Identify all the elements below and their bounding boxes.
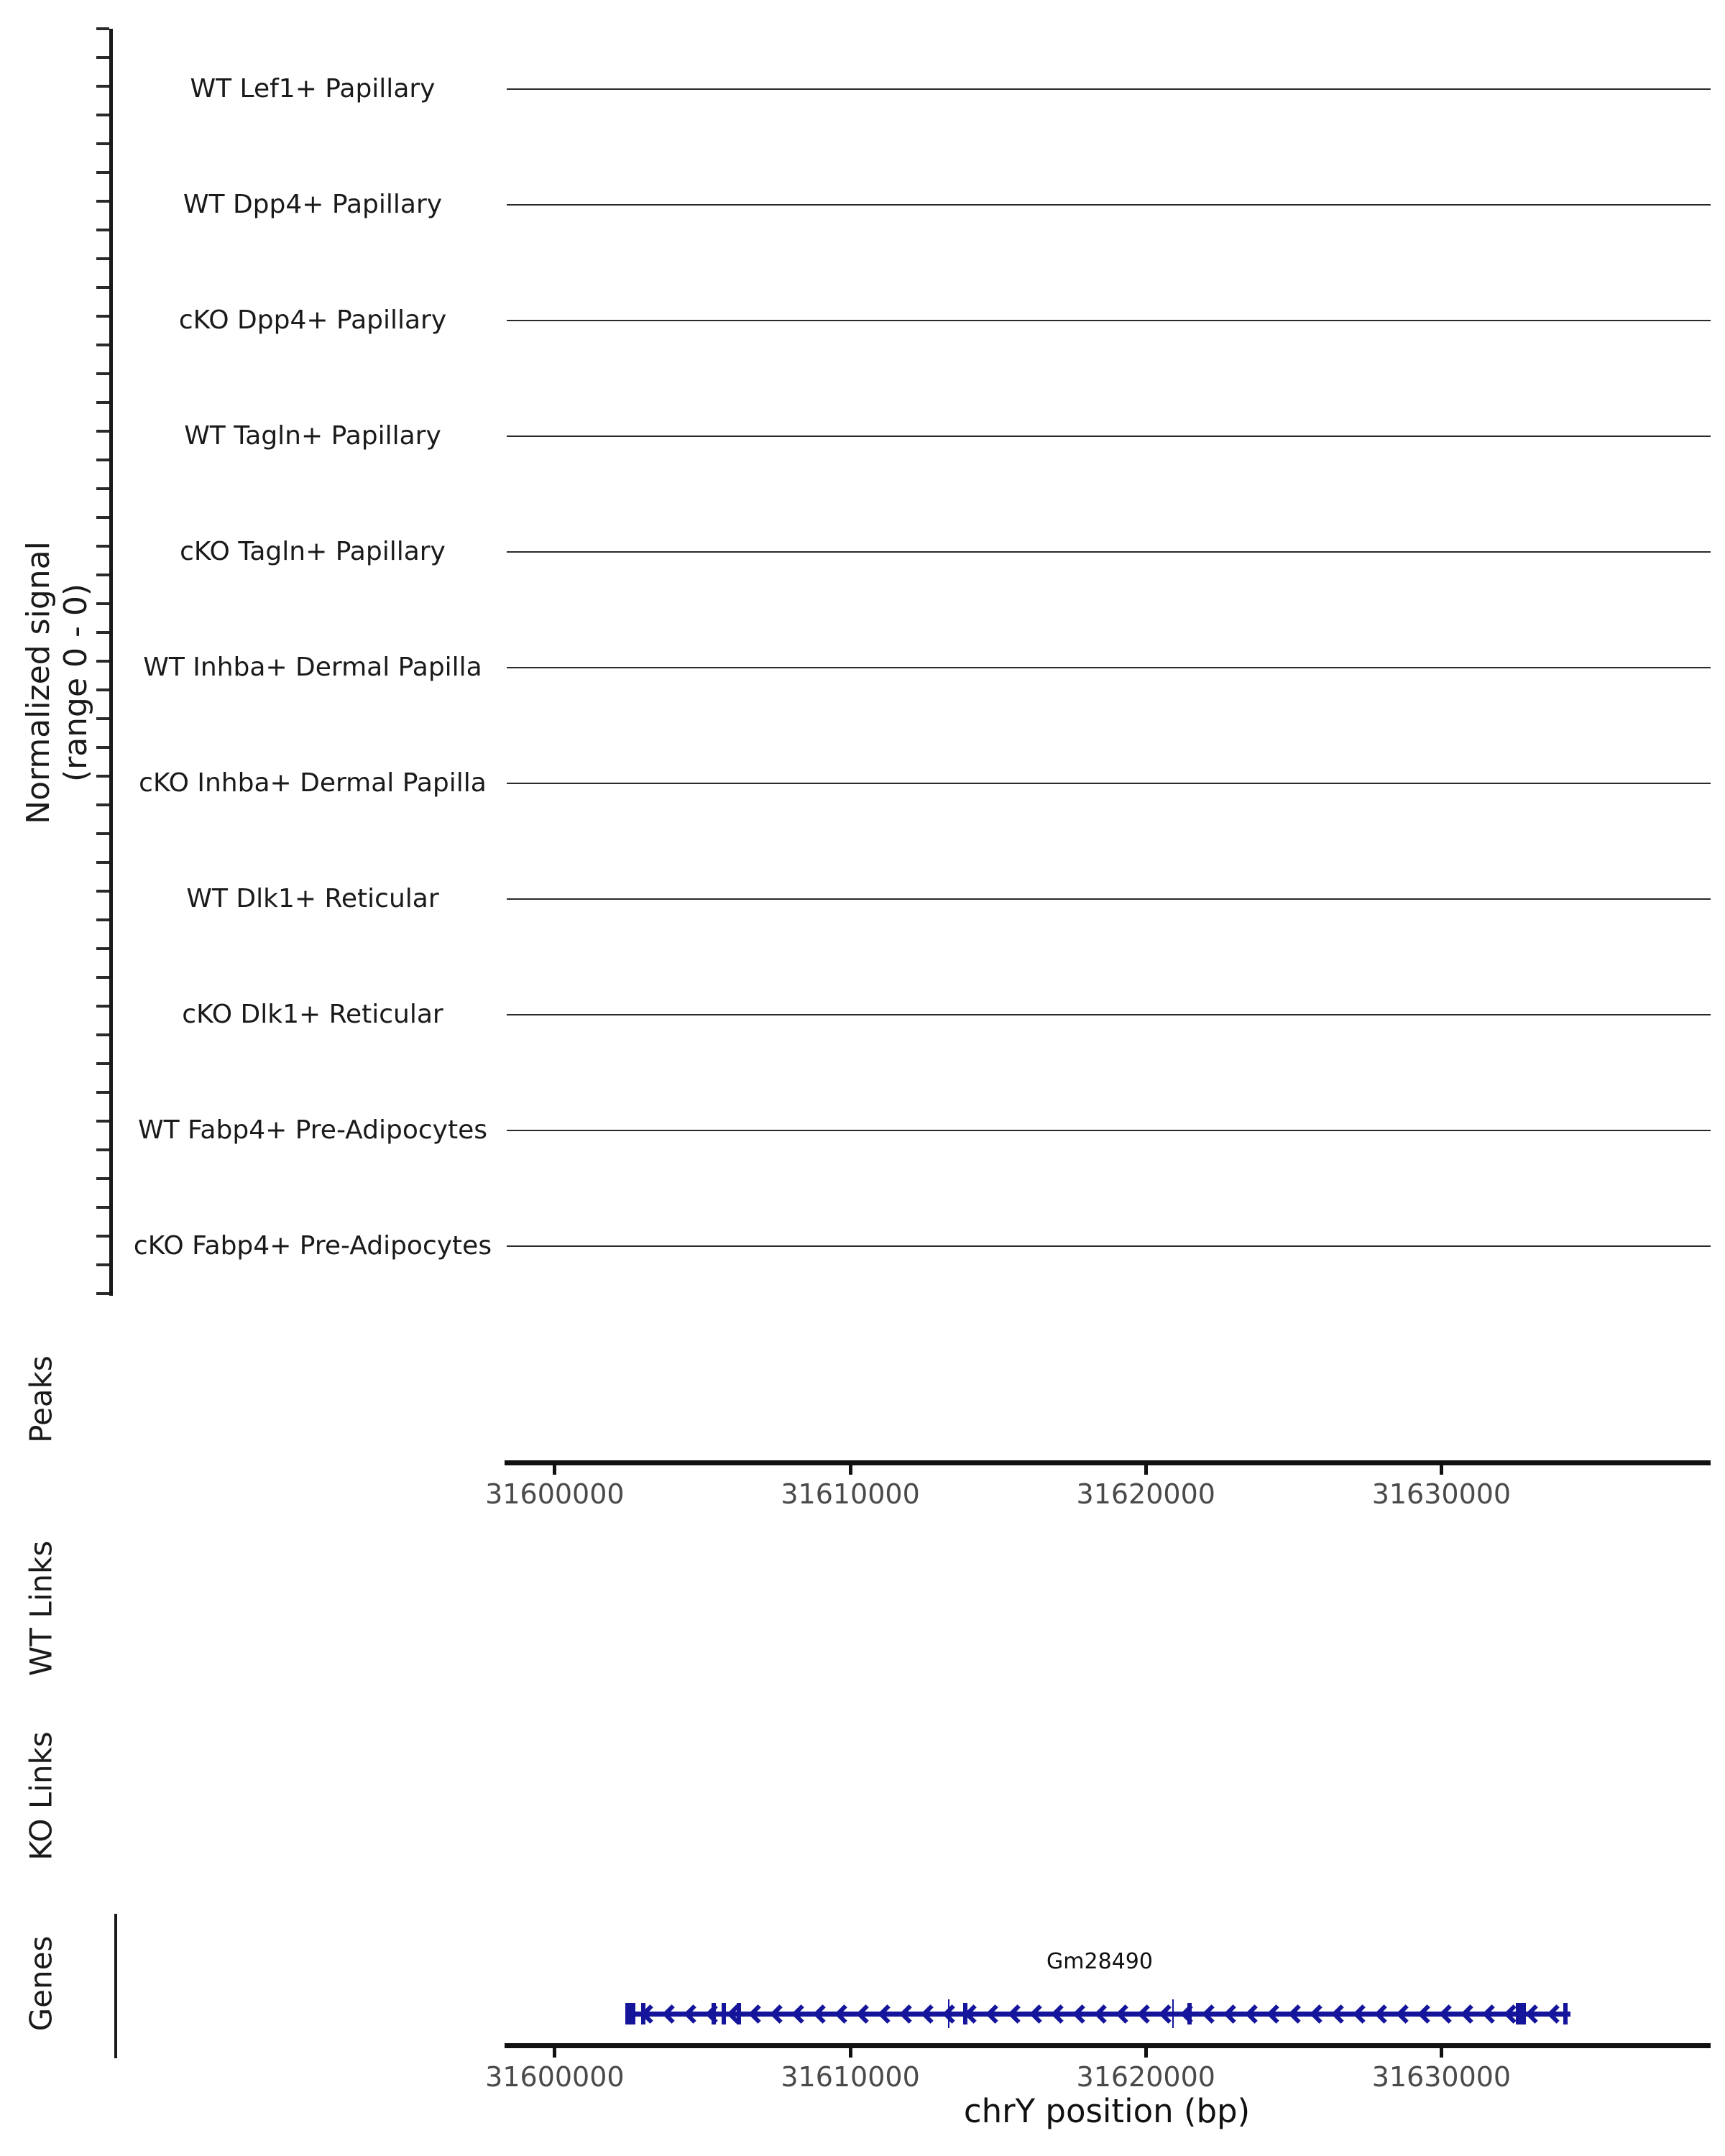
gene-strand-arrow-left-icon: [1417, 2004, 1437, 2024]
gene-exon-bar: [722, 2003, 726, 2024]
gene-strand-arrow-left-icon: [1116, 2004, 1135, 2024]
signal-y-axis-tick: [96, 1148, 109, 1151]
track-signal-line: [507, 204, 1711, 206]
track-signal-line: [507, 1245, 1711, 1247]
gene-strand-arrow-left-icon: [1266, 2004, 1286, 2024]
wt-links-label: WT Links: [23, 1540, 59, 1677]
gene-strand-arrow-left-icon: [1245, 2004, 1264, 2024]
signal-y-axis-tick: [96, 746, 109, 749]
gene-strand-arrow-left-icon: [1374, 2004, 1394, 2024]
track-label: cKO Inhba+ Dermal Papilla: [139, 768, 487, 798]
signal-y-axis-tick: [96, 1091, 109, 1094]
signal-y-axis-tick: [96, 459, 109, 461]
gene-exon-block: [1516, 2003, 1526, 2024]
gene-strand-arrow-left-icon: [1460, 2004, 1480, 2024]
x-axis-title: chrY position (bp): [963, 2092, 1251, 2130]
signal-y-axis-tick: [96, 372, 109, 375]
signal-y-axis-tick: [96, 229, 109, 231]
genome-axis-tick-label: 31630000: [1371, 1478, 1512, 1510]
genome-axis-tick: [849, 1465, 852, 1475]
genome-axis-tick: [553, 1465, 556, 1475]
track-signal-line: [507, 783, 1711, 784]
gene-strand-arrow-left-icon: [770, 2004, 789, 2024]
gene-strand-arrow-left-icon: [899, 2004, 919, 2024]
track-label: WT Lef1+ Papillary: [190, 74, 436, 103]
genome-axis-tick: [553, 2048, 556, 2058]
genome-axis-line: [505, 1460, 1711, 1465]
track-signal-line: [507, 1014, 1711, 1015]
gene-strand-arrow-left-icon: [834, 2004, 854, 2024]
genome-axis-tick: [1440, 1465, 1443, 1475]
gene-strand-arrow-left-icon: [1288, 2004, 1307, 2024]
genome-axis-tick-label: 31610000: [781, 1478, 920, 1510]
signal-y-axis-tick: [96, 947, 109, 950]
track-signal-line: [507, 898, 1711, 900]
genome-axis-tick: [1144, 2048, 1148, 2058]
gene-strand-arrow-left-icon: [1331, 2004, 1351, 2024]
gene-exon-bar: [712, 2003, 716, 2024]
signal-y-axis-tick: [96, 717, 109, 720]
signal-y-axis-tick: [96, 56, 109, 59]
track-signal-line: [507, 1130, 1711, 1131]
signal-y-axis-tick: [96, 257, 109, 260]
signal-y-axis-tick: [96, 1062, 109, 1065]
signal-y-axis-tick: [96, 142, 109, 145]
gene-strand-arrow-left-icon: [1051, 2004, 1070, 2024]
signal-y-axis-tick: [96, 573, 109, 576]
signal-axis-label-line2: (range 0 - 0): [58, 583, 94, 783]
genes-axis-bracket: [114, 1914, 117, 2058]
track-signal-line: [507, 436, 1711, 437]
signal-y-axis-tick: [96, 344, 109, 346]
gene-exon-bar: [1563, 2003, 1568, 2024]
signal-y-axis-tick: [96, 171, 109, 174]
gene-strand-arrow-left-icon: [856, 2004, 875, 2024]
signal-y-axis-tick: [96, 1292, 109, 1295]
gene-strand-arrow-left-icon: [748, 2004, 768, 2024]
genome-axis-tick-label: 31600000: [485, 1478, 625, 1510]
track-signal-line: [507, 320, 1711, 321]
signal-y-axis-tick: [96, 27, 109, 30]
gene-strand-arrow-left-icon: [1310, 2004, 1329, 2024]
gene-strand-arrow-left-icon: [1525, 2004, 1545, 2024]
track-label: WT Dpp4+ Papillary: [183, 190, 443, 219]
gene-strand-arrow-left-icon: [813, 2004, 832, 2024]
signal-y-axis-tick: [96, 487, 109, 490]
genome-axis-tick-label: 31620000: [1076, 1478, 1215, 1510]
genome-axis-tick: [1440, 2048, 1443, 2058]
track-label: cKO Dlk1+ Reticular: [182, 1000, 443, 1029]
gene-exon-bar: [641, 2003, 645, 2024]
track-label: WT Fabp4+ Pre-Adipocytes: [138, 1115, 487, 1145]
signal-y-axis-tick: [96, 918, 109, 921]
signal-y-axis-tick: [96, 1206, 109, 1209]
gene-name: Gm28490: [1046, 1949, 1153, 1974]
genome-axis-tick-label: 31620000: [1076, 2061, 1215, 2093]
signal-y-axis-tick: [96, 602, 109, 605]
signal-y-axis-tick: [96, 688, 109, 691]
signal-y-axis-tick: [96, 401, 109, 404]
signal-y-axis-tick: [96, 516, 109, 519]
signal-axis-label-line1: Normalized signal: [20, 541, 57, 824]
signal-y-axis-tick: [96, 1177, 109, 1180]
gene-strand-arrow-left-icon: [1439, 2004, 1458, 2024]
gene-strand-arrow-left-icon: [921, 2004, 941, 2024]
signal-y-axis-tick: [96, 861, 109, 864]
gene-strand-arrow-left-icon: [1482, 2004, 1501, 2024]
gene-strand-arrow-left-icon: [1223, 2004, 1243, 2024]
ko-links-label: KO Links: [23, 1731, 59, 1861]
gene-strand-arrow-left-icon: [1137, 2004, 1156, 2024]
gene-exon-block: [625, 2003, 635, 2024]
gene-boundary-line: [1172, 1999, 1174, 2028]
track-signal-line: [507, 88, 1711, 90]
gene-exon-bar: [963, 2003, 967, 2024]
gene-strand-arrow-left-icon: [943, 2004, 962, 2024]
signal-y-axis-tick: [96, 832, 109, 835]
gene-exon-bar: [1187, 2003, 1192, 2024]
signal-y-axis-tick: [96, 1033, 109, 1036]
track-label: WT Dlk1+ Reticular: [186, 884, 439, 913]
genome-axis-tick-label: 31630000: [1371, 2061, 1512, 2093]
gene-strand-arrow-left-icon: [1159, 2004, 1178, 2024]
gene-strand-arrow-left-icon: [986, 2004, 1006, 2024]
track-label: cKO Tagln+ Papillary: [180, 537, 446, 566]
gene-strand-arrow-left-icon: [791, 2004, 811, 2024]
genome-axis-tick-label: 31600000: [485, 2061, 625, 2093]
gene-strand-arrow-left-icon: [1353, 2004, 1372, 2024]
gene-exon-bar: [737, 2003, 741, 2024]
gene-strand-arrow-left-icon: [684, 2004, 703, 2024]
gene-strand-arrow-left-icon: [1094, 2004, 1113, 2024]
gene-strand-arrow-left-icon: [1008, 2004, 1027, 2024]
gene-strand-arrow-left-icon: [662, 2004, 681, 2024]
track-signal-line: [507, 551, 1711, 553]
signal-y-axis-tick: [96, 286, 109, 289]
gene-strand-arrow-left-icon: [1202, 2004, 1221, 2024]
signal-y-axis-tick: [96, 803, 109, 806]
genome-axis-tick-label: 31610000: [781, 2061, 920, 2093]
track-label: cKO Dpp4+ Papillary: [178, 305, 447, 335]
genome-axis-tick: [1144, 1465, 1148, 1475]
genome-axis-line: [505, 2043, 1711, 2048]
genes-label: Genes: [23, 1935, 59, 2032]
genome-axis-tick: [849, 2048, 852, 2058]
gene-strand-arrow-left-icon: [1072, 2004, 1092, 2024]
track-label: cKO Fabp4+ Pre-Adipocytes: [133, 1231, 492, 1261]
gene-boundary-line: [948, 1999, 949, 2028]
gene-strand-arrow-left-icon: [1396, 2004, 1415, 2024]
signal-y-axis-tick: [96, 631, 109, 634]
track-signal-line: [507, 667, 1711, 668]
peaks-label: Peaks: [23, 1355, 59, 1443]
gene-strand-arrow-left-icon: [1029, 2004, 1049, 2024]
signal-y-axis-tick: [96, 114, 109, 116]
track-label: WT Inhba+ Dermal Papilla: [143, 653, 482, 682]
signal-y-axis-tick: [96, 976, 109, 979]
track-label: WT Tagln+ Papillary: [184, 421, 441, 451]
gene-strand-arrow-left-icon: [878, 2004, 897, 2024]
